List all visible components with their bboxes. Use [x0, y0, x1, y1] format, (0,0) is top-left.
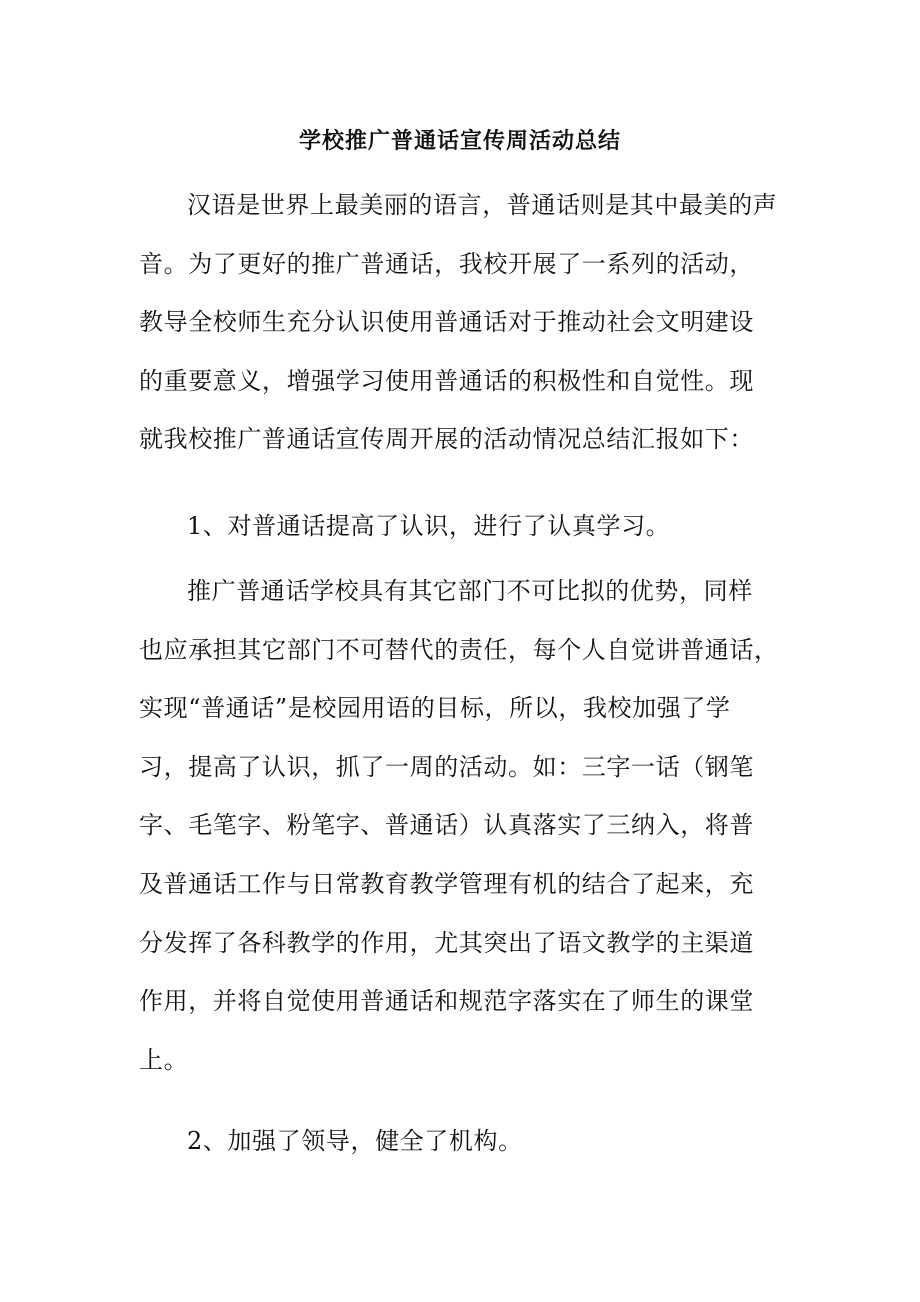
section-1-heading: 1、对普通话提高了认识，进行了认真学习。 — [187, 512, 671, 540]
section-1-line: 习，提高了认识，抓了一周的活动。如：三字一话（钢笔 — [139, 752, 754, 781]
document-title: 学校推广普通话宣传周活动总结 — [298, 129, 621, 154]
intro-line: 就我校推广普通话宣传周开展的活动情况总结汇报如下： — [139, 425, 754, 454]
section-1-line: 及普通话工作与日常教育教学管理有机的结合了起来，充 — [139, 869, 754, 898]
intro-line: 教导全校师生充分认识使用普通话对于推动社会文明建设 — [139, 308, 754, 337]
intro-line: 音。为了更好的推广普通话，我校开展了一系列的活动， — [139, 249, 754, 278]
section-1-line: 也应承担其它部门不可替代的责任，每个人自觉讲普通话， — [139, 635, 779, 664]
section-1-line: 分发挥了各科教学的作用，尤其突出了语文教学的主渠道 — [139, 928, 754, 957]
section-1-line: 实现“普通话”是校园用语的目标，所以，我校加强了学 — [139, 694, 731, 723]
section-1-line: 推广普通话学校具有其它部门不可比拟的优势，同样 — [187, 577, 753, 605]
intro-paragraph — [139, 176, 781, 469]
section-1-line: 字、毛笔字、粉笔字、普通话）认真落实了三纳入，将普 — [139, 811, 754, 840]
section-1-line: 上。 — [139, 1045, 189, 1074]
section-1-heading-block — [139, 497, 781, 556]
section-1-paragraph — [139, 562, 781, 1089]
section-1-line: 作用，并将自觉使用普通话和规范字落实在了师生的课堂 — [139, 987, 754, 1016]
section-2-heading-block — [139, 1112, 781, 1171]
intro-line: 汉语是世界上最美丽的语言，普通话则是其中最美的声 — [187, 191, 778, 219]
intro-line: 的重要意义，增强学习使用普通话的积极性和自觉性。现 — [139, 366, 754, 395]
section-2-heading: 2、加强了领导，健全了机构。 — [187, 1127, 523, 1155]
